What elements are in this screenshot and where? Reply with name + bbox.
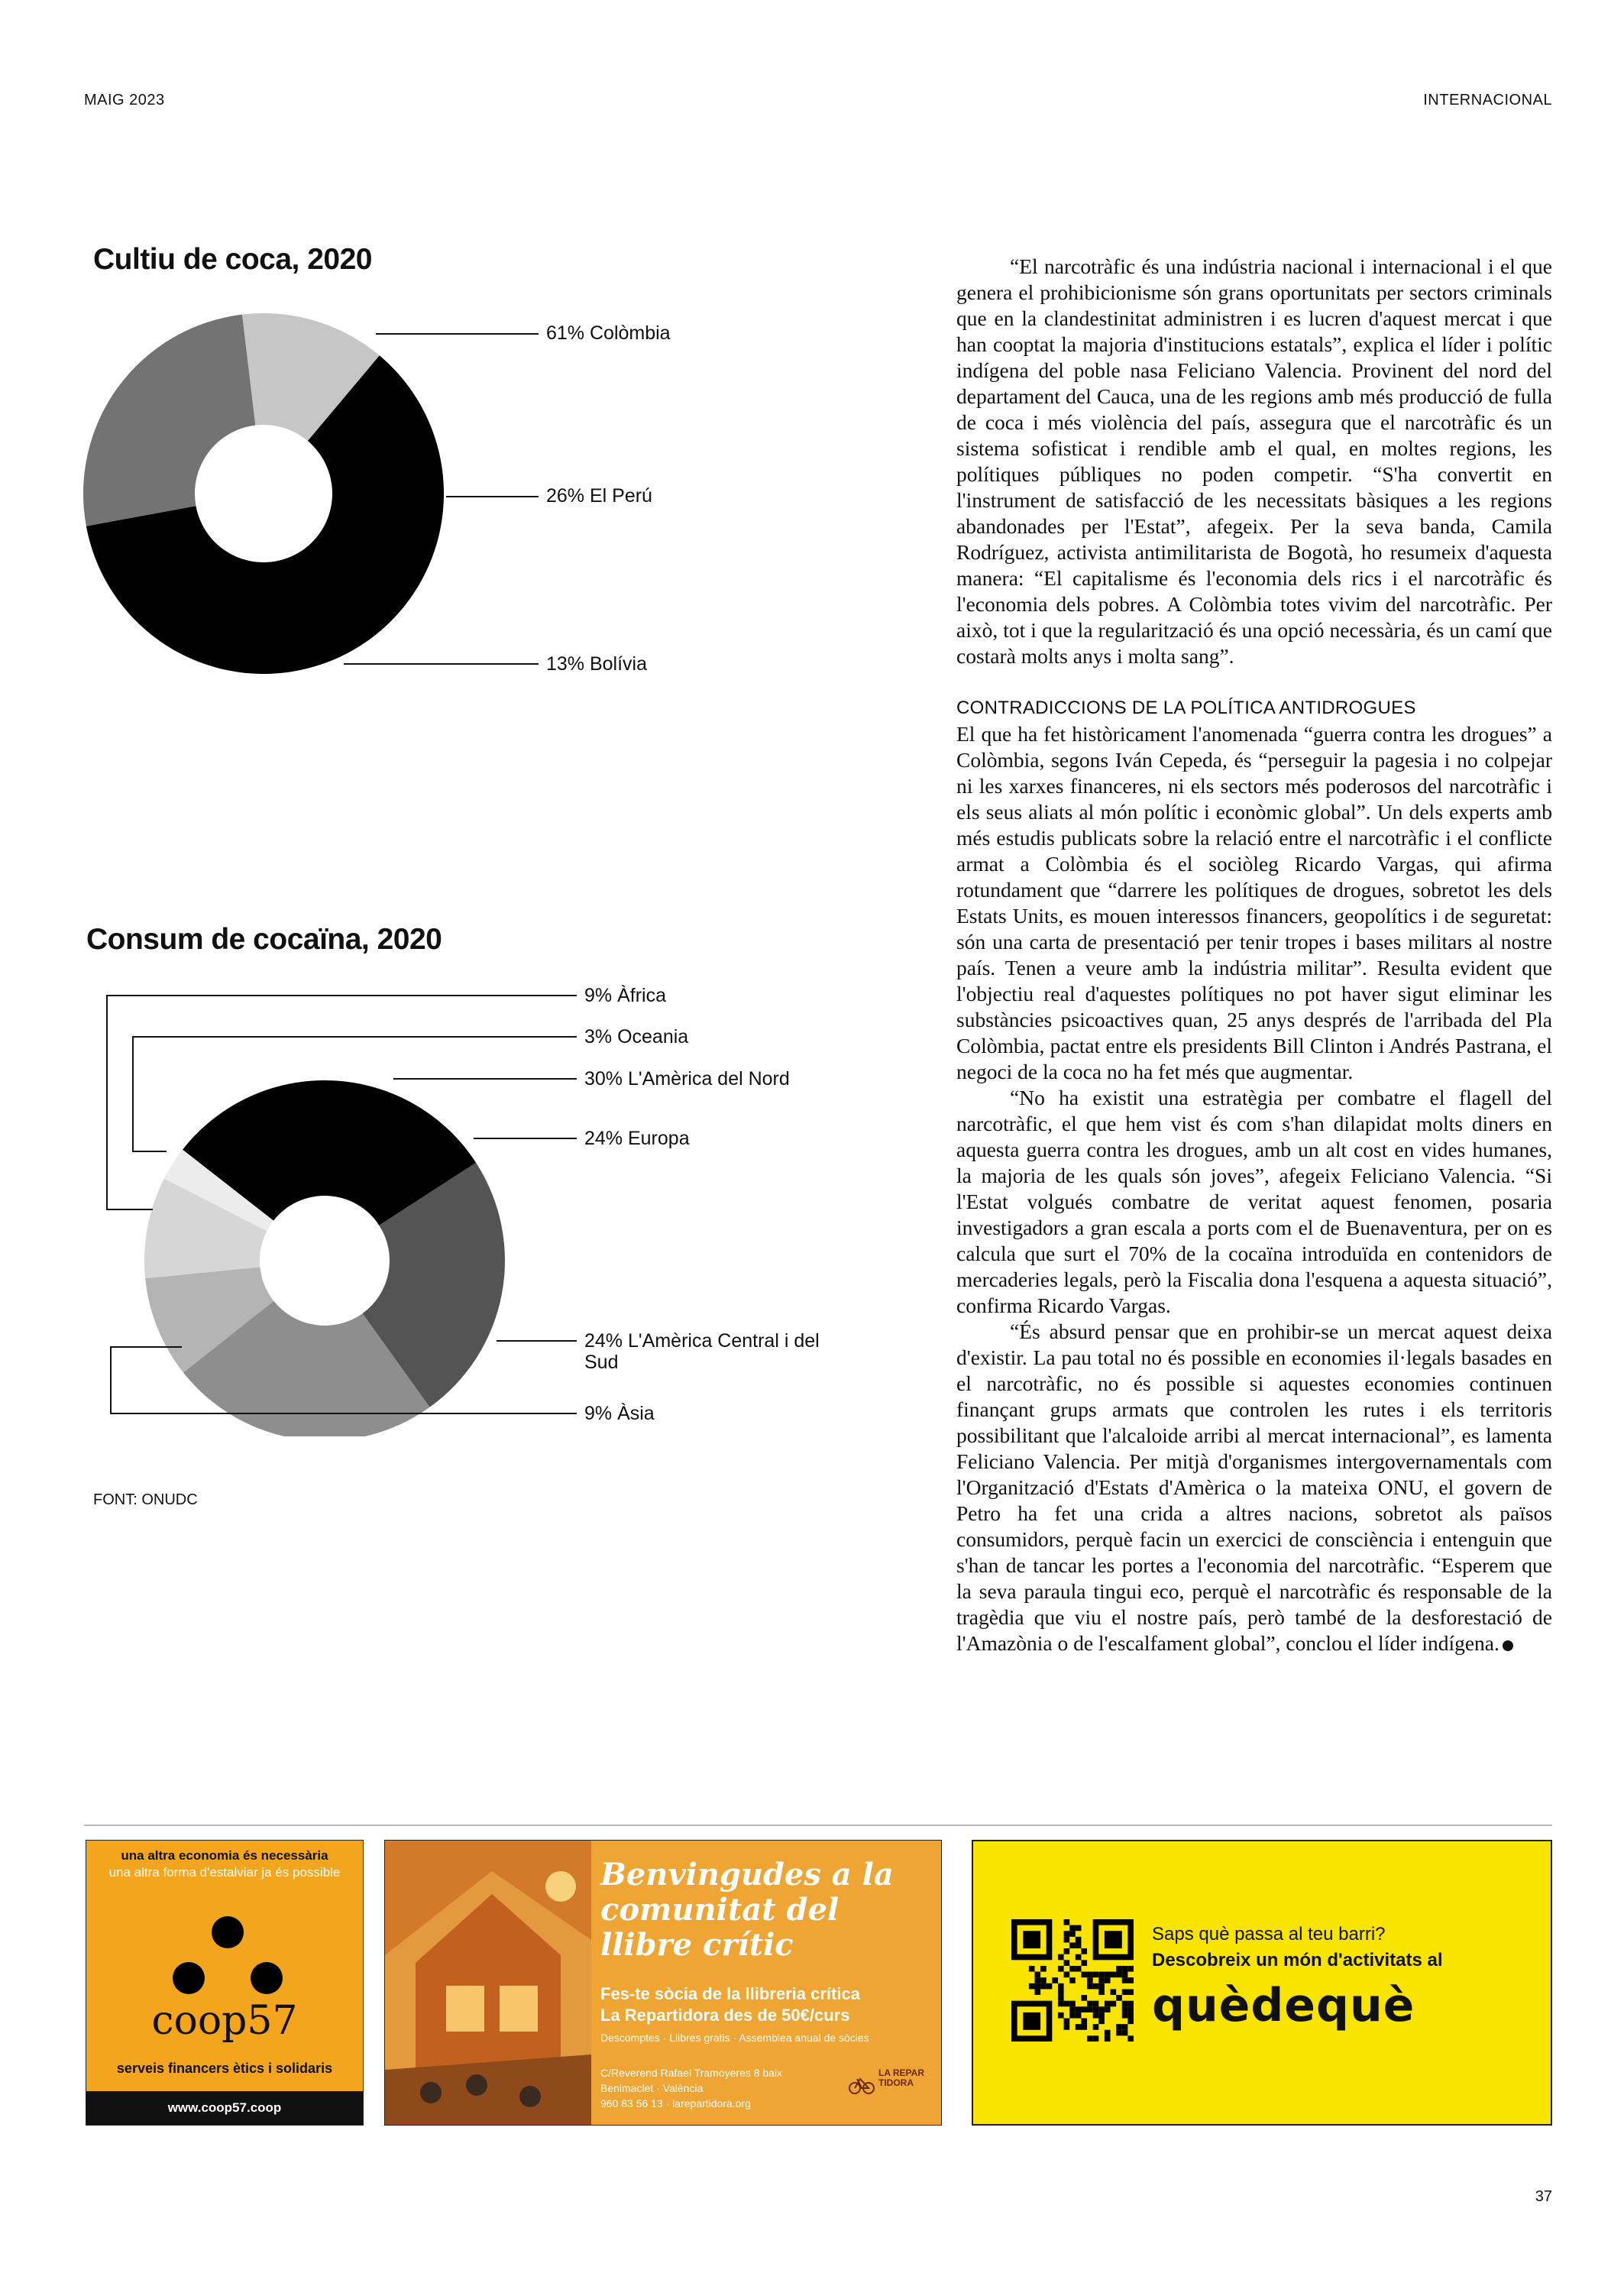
ad-coop57-logo: coop57 [151, 1998, 298, 2044]
consum-label-north-america: 30% L'Amèrica del Nord [584, 1068, 790, 1090]
ad-coop57-tagline: serveis financers ètics i solidaris [116, 2061, 333, 2076]
ad-repartidora-contact[interactable]: 960 83 56 13 · larepartidora.org [600, 2097, 751, 2110]
consum-label-africa: 9% Àfrica [584, 985, 666, 1006]
ad-repartidora[interactable] [384, 1840, 942, 2126]
bicycle-icon [848, 2070, 875, 2097]
coca-label-peru: 26% El Perú [546, 485, 652, 507]
consum-label-europe: 24% Europa [584, 1128, 690, 1149]
coca-label-colombia: 61% Colòmbia [546, 322, 671, 344]
section-name: INTERNACIONAL [1423, 92, 1552, 108]
coca-label-bolivia: 13% Bolívia [546, 653, 648, 675]
ad-repartidora-city: Benimaclet · València [600, 2082, 704, 2094]
article-paragraph: “El narcotràfic és una indústria nacional i internacional i el que genera el prohibicionisme són grans oportunitats per sectors criminals que en la clandestinitat administren i es lucren d'aquest mercat i que han cooptat la majoria d'institucions estatals”, explica el líder i polític indígena del poble nasa Feliciano Valencia. Provinent del nord del departament del Cauca, una de les regions amb més producció de fulla de coca i més violència del país, assegura que el narcotràfic és un sistema sofisticat i rendible amb el qual, en moltes regions, les polítiques públiques no poden competir. “S'ha convertit en l'instrument de satisfacció de les necessitats bàsiques a les regions abandonades per l'Estat”, afegeix. Per la seva banda, Camila Rodríguez, activista antimilitarista de Bogotà, ho resumeix d'aquesta manera: “El capitalisme és l'economia dels rics i el narcotràfic és l'economia dels pobres. A Colòmbia totes vivim del narcotràfic. Per això, tot i que la regularització és una opció necessària, és un camí que costarà molts anys i molta sang”. [956, 254, 1552, 668]
chart-title-consum: Consum de cocaïna, 2020 [86, 923, 442, 956]
ad-quedeque-brand[interactable]: quèdequè [1152, 1979, 1415, 2032]
ad-repartidora-illustration [385, 1841, 591, 2125]
chart-title-coca: Cultiu de coca, 2020 [93, 243, 372, 276]
article-paragraph: El que ha fet històricament l'anomenada “guerra contra les drogues” a Colòmbia, segons Iván Cepeda, és “perseguir la pagesia i no colpejar ni les xarxes financeres, ni els sectors més poderosos del narcotràfic i els seus aliats al món polític i econòmic global”. Un dels experts amb més estudis publicats sobre la relació entre el narcotràfic i el conflicte armat a Colòmbia és el sociòleg Ricardo Vargas, qui afirma rotundament que “darrere les polítiques de drogues, sobretot les dels Estats Units, es mouen interessos financers, geopolítics i de seguretat: són una carta de presentació per tenir tropes i bases militars al nostre país. Tenen a veure amb la indústria militar”. Resulta evident que l'objectiu real d'aquestes polítiques no pot haver sigut eliminar les substàncies psicoactives quan, 25 anys després de l'arribada del Pla Colòmbia, pactat entre els presidents Bill Clinton i Andrés Pastrana, el negoci de la coca no ha fet més que augmentar. [956, 722, 1552, 1083]
ad-coop57-url[interactable]: www.coop57.coop [86, 2091, 363, 2125]
ad-coop57-line1: una altra economia és necessària [121, 1848, 328, 1863]
consum-label-oceania: 3% Oceania [584, 1026, 689, 1047]
ad-quedeque-line: Descobreix un món d'activitats al [1152, 1950, 1443, 1970]
end-of-article-mark [1503, 1640, 1513, 1651]
ad-coop57[interactable] [86, 1840, 364, 2126]
ad-repartidora-logo: LA REPAR TIDORA [878, 2067, 924, 2088]
consum-label-asia: 9% Àsia [584, 1403, 655, 1424]
ad-quedeque-question: Saps què passa al teu barri? [1152, 1924, 1386, 1944]
article-subheading: CONTRADICCIONS DE LA POLÍTICA ANTIDROGUES [956, 698, 1416, 718]
ad-repartidora-perks: Descomptes · Llibres gratis · Assemblea anual de sòcies [600, 2032, 869, 2044]
ad-repartidora-address: C/Reverend Rafael Tramoyeres 8 baix [600, 2067, 783, 2079]
qr-code-icon[interactable] [1011, 1919, 1134, 2042]
chart-source: FONT: ONUDC [93, 1491, 198, 1508]
coca-slice-el-perú [83, 315, 255, 526]
article-body [956, 254, 1552, 1656]
article-paragraph [956, 1319, 1552, 1656]
coop57-dots-icon [170, 1914, 285, 1998]
article-paragraph-text: “És absurd pensar que en prohibir-se un mercat aquest deixa d'existir. La pau total no és possible en economies il·legals basades en el narcotràfic, no és possible si aquestes economies continuen finançant grups armats que controlen les rutes i els territoris possibilitant que l'alcaloide arribi al mercat internacional”, es lamenta Feliciano Valencia. Per mitjà d'organismes intergovernamentals com l'Organització d'Estats d'Amèrica o la mateixa ONU, el govern de Petro ha fet una crida a altres nacions, sobretot als països consumidors, perquè facin un exercici de consciència i entenguin que s'han de tancar les portes a l'economia del narcotràfic. “Esperem que la seva paraula tingui eco, perquè el narcotràfic és responsable de la tragèdia que viu el nostre país, però també de la desforestació de l'Amazònia o de l'escalfament global”, conclou el líder indígena. [956, 1319, 1552, 1655]
ad-quedeque[interactable] [972, 1840, 1552, 2126]
ad-repartidora-headline: Benvingudes a la comunitat del llibre crític [600, 1857, 894, 1963]
ad-repartidora-sub2: La Repartidora des de 50€/curs [600, 2006, 850, 2025]
ad-coop57-line2: una altra forma d'estalviar ja és possible [108, 1865, 341, 1880]
page-number: 37 [1535, 2188, 1552, 2205]
ad-repartidora-sub1: Fes-te sòcia de la llibreria crítica [600, 1984, 860, 2003]
article-paragraph: “No ha existit una estratègia per combatre el flagell del narcotràfic, el que hem vist és com s'han dilapidat molts diners en aquesta guerra contra les drogues, amb un alt cost en vides humanes, la majoria de les quals són joves”, afegeix Feliciano Valencia. “Si l'Estat volgués combatre de veritat aquest fenomen, posaria investigadors a gran escala a ports com el de Buenaventura, per on es calcula que surt el 70% de la cocaïna introduïda en contenidors de mercaderies legals, però la Fiscalia dona l'esquena a aquesta situació”, confirma Ricardo Vargas. [956, 1086, 1552, 1317]
issue-date: MAIG 2023 [84, 92, 165, 108]
ads-divider [84, 1825, 1552, 1826]
consum-label-central-south-america: 24% L'Amèrica Central i del Sud [584, 1330, 820, 1373]
